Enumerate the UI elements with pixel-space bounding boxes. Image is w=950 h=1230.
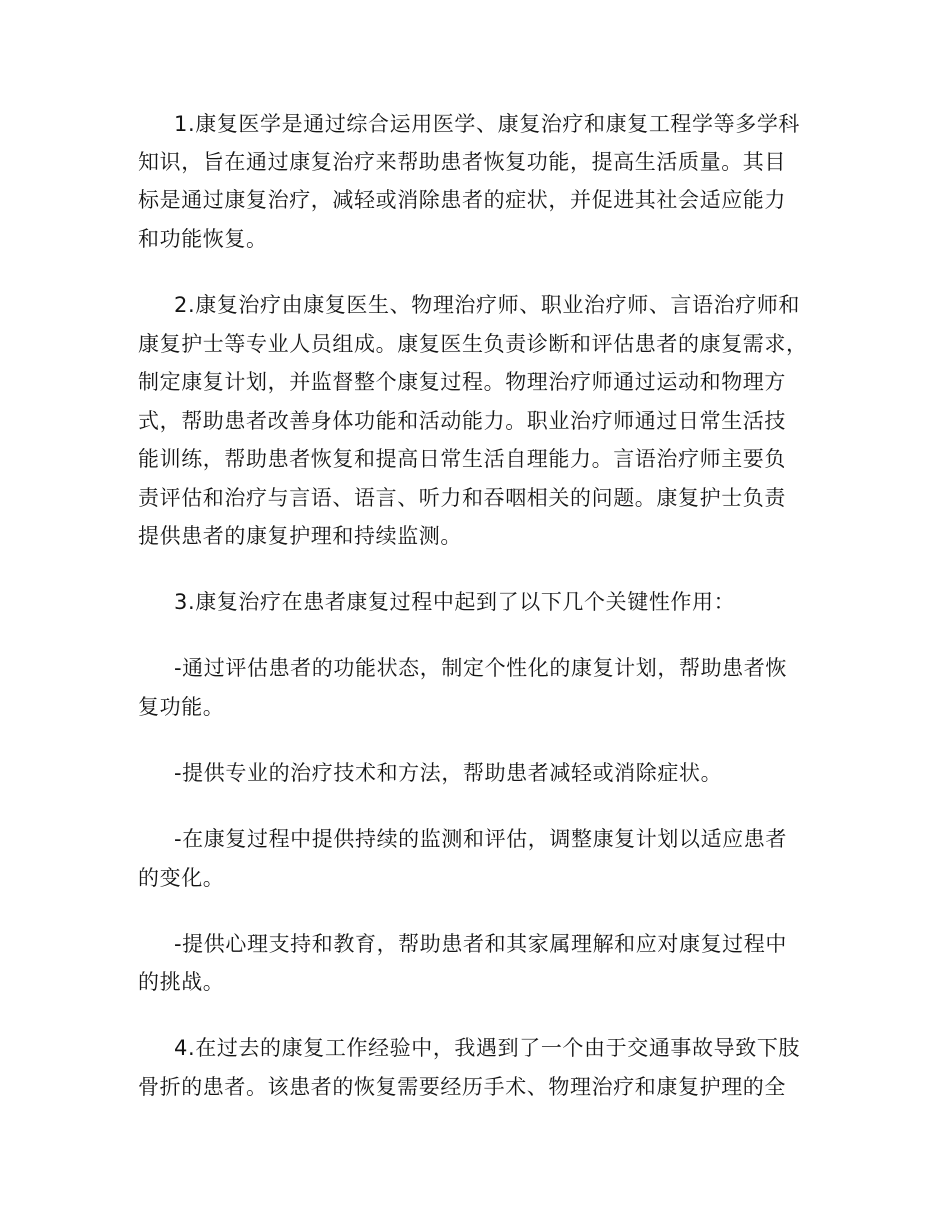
bullet-4-line-2: 的挑战。 — [138, 970, 225, 994]
paragraph-1-line-4: 和功能恢复。 — [138, 227, 268, 251]
paragraph-3-line-1: 3.康复治疗在患者康复过程中起到了以下几个关键性作用： — [174, 590, 736, 614]
paragraph-1-line-3: 标是通过康复治疗，减轻或消除患者的症状，并促进其社会适应能力 — [138, 188, 786, 212]
bullet-3-line-2: 的变化。 — [138, 866, 225, 890]
paragraph-4-line-1: 4.在过去的康复工作经验中，我遇到了一个由于交通事故导致下肢 — [174, 1036, 801, 1060]
bullet-1-line-1: -通过评估患者的功能状态，制定个性化的康复计划，帮助患者恢 — [174, 656, 787, 680]
paragraph-2-line-4: 式，帮助患者改善身体功能和活动能力。职业治疗师通过日常生活技 — [138, 409, 786, 433]
bullet-4-line-1: -提供心理支持和教育，帮助患者和其家属理解和应对康复过程中 — [174, 932, 787, 956]
paragraph-2-line-6: 责评估和治疗与言语、语言、听力和吞咽相关的问题。康复护士负责 — [138, 486, 786, 510]
paragraph-2-line-3: 制定康复计划，并监督整个康复过程。物理治疗师通过运动和物理方 — [138, 370, 786, 394]
paragraph-2-line-7: 提供患者的康复护理和持续监测。 — [138, 524, 462, 548]
paragraph-1-line-1: 1.康复医学是通过综合运用医学、康复治疗和康复工程学等多学科 — [174, 112, 801, 136]
paragraph-4-line-2: 骨折的患者。该患者的恢复需要经历手术、物理治疗和康复护理的全 — [138, 1075, 786, 1099]
paragraph-2-line-5: 能训练，帮助患者恢复和提高日常生活自理能力。言语治疗师主要负 — [138, 447, 786, 471]
bullet-2-line-1: -提供专业的治疗技术和方法，帮助患者减轻或消除症状。 — [174, 761, 723, 785]
paragraph-1-line-2: 知识，旨在通过康复治疗来帮助患者恢复功能，提高生活质量。其目 — [138, 150, 786, 174]
bullet-3-line-1: -在康复过程中提供持续的监测和评估，调整康复计划以适应患者 — [174, 827, 787, 851]
paragraph-2-line-1: 2.康复治疗由康复医生、物理治疗师、职业治疗师、言语治疗师和 — [174, 293, 801, 317]
paragraph-2-line-2: 康复护士等专业人员组成。康复医生负责诊断和评估患者的康复需求， — [138, 332, 808, 356]
bullet-1-line-2: 复功能。 — [138, 695, 225, 719]
